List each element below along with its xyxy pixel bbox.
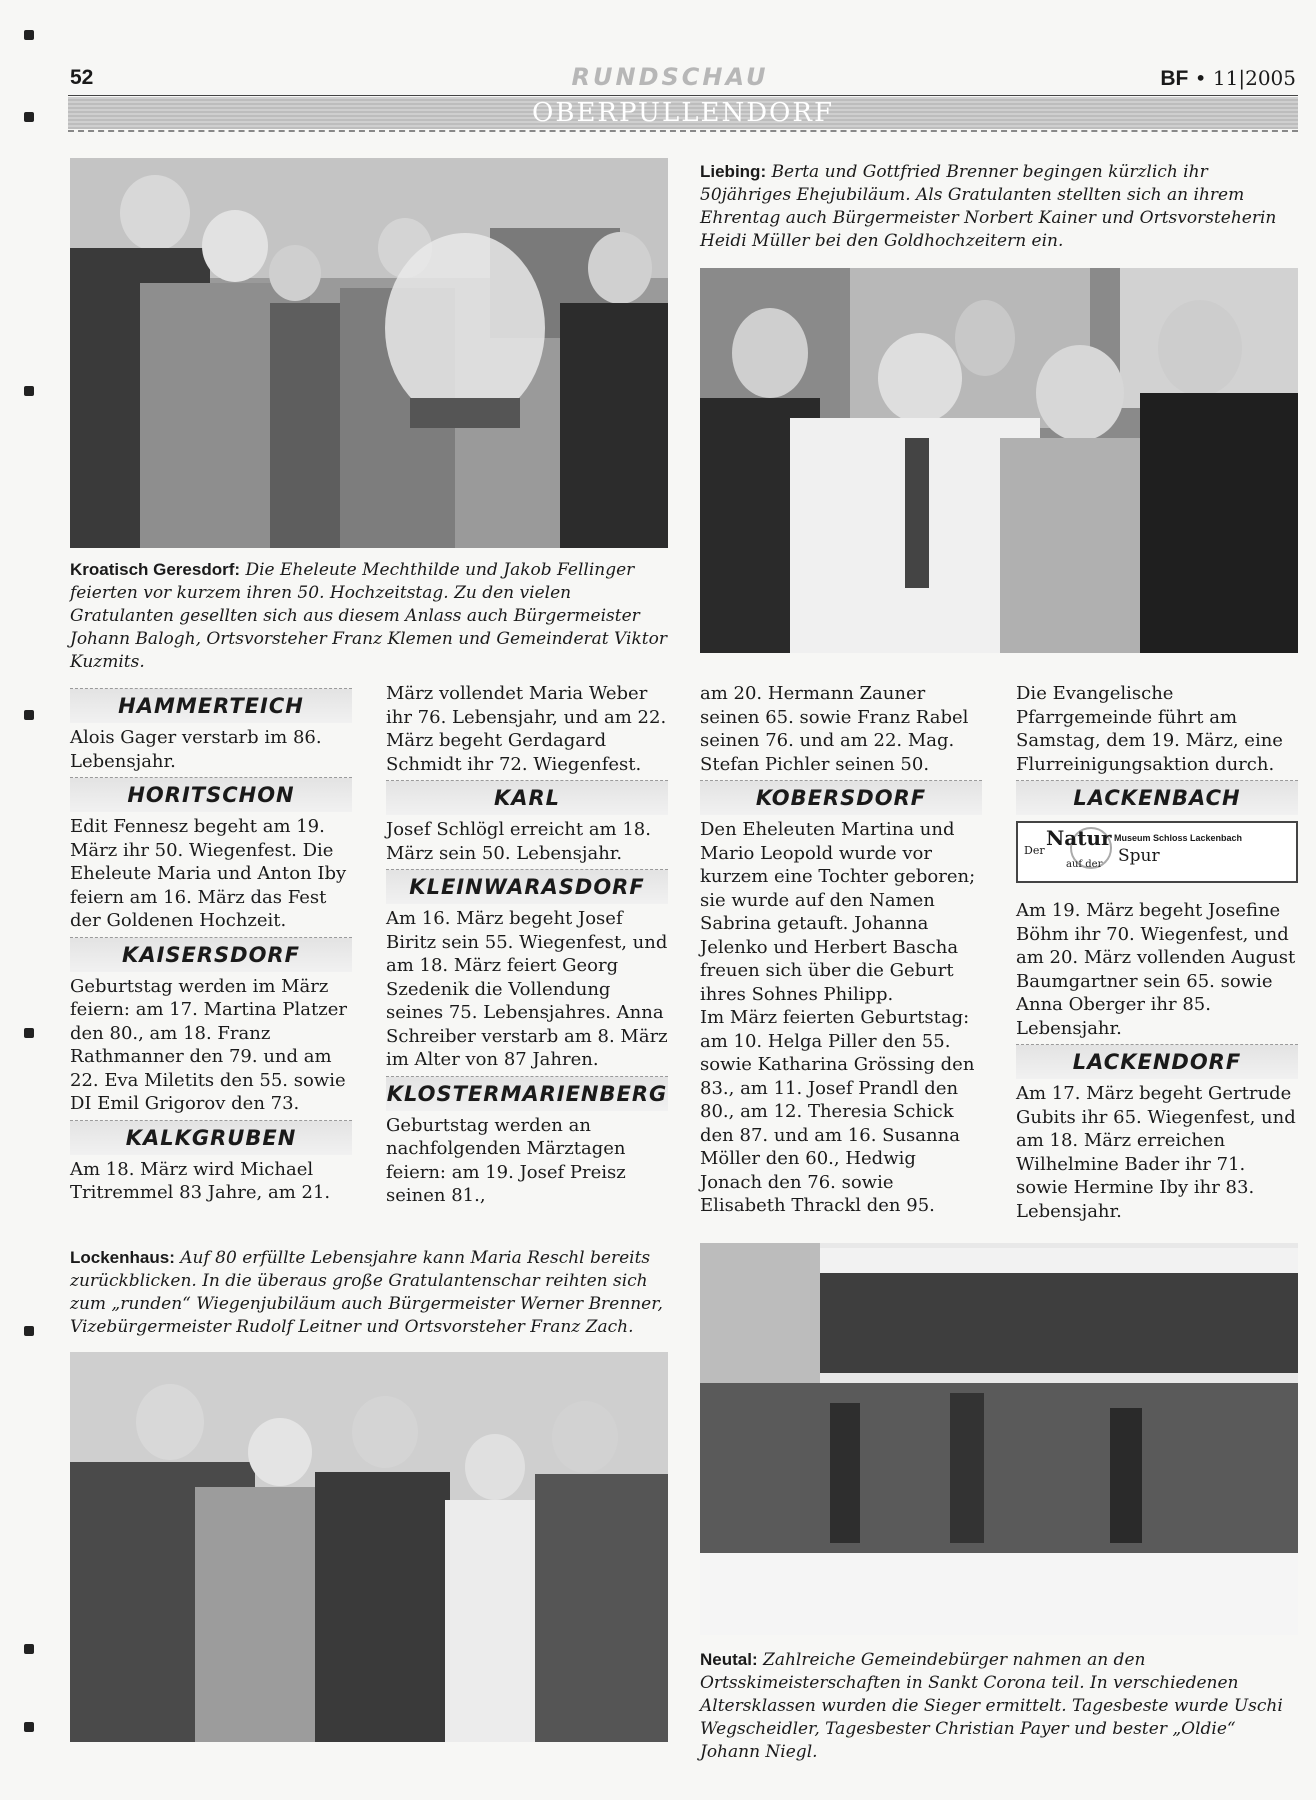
ad-text-der: Der xyxy=(1024,844,1045,857)
article-kobersdorf-birthdays: Im März feierten Geburtstag: am 10. Helga Piller den 55. sowie Katharina Grössing den 83., am 11. Josef Prandl den 80., am 12. Theresia Schick den 87. und am 16. Susanna Möller den 60., Hedwig Jonach den 76. sowie Elisabeth Thrackl den 95. xyxy=(700,1007,975,1216)
section-header-karl: KARL xyxy=(386,780,668,815)
caption-text: Zahlreiche Gemeindebürger nahmen an den Ortsskimeisterschaften in Sankt Corona teil. In verschiedenen Altersklassen wurden die Sieger ermittelt. Tagesbeste wurde Uschi Wegscheidler, Tagesbester Christian Payer und bester „Oldie“ Johann Niegl. xyxy=(700,1650,1283,1762)
registration-mark xyxy=(24,386,34,396)
caption-place: Kroatisch Geresdorf: xyxy=(70,560,241,579)
page-number: 52 xyxy=(70,66,94,89)
section-header-kobersdorf: KOBERSDORF xyxy=(700,780,982,815)
section-header-klostermarienberg: KLOSTERMARIENBERG xyxy=(386,1076,668,1111)
article-kalkgruben: Am 18. März wird Michael Tritremmel 83 Jahre, am 21. xyxy=(70,1158,331,1203)
article-klostermarienberg-continued: am 20. Hermann Zauner seinen 65. sowie Franz Rabel seinen 76. und am 22. Mag. Stefan Pichler seinen 50. xyxy=(700,683,969,775)
article-kaisersdorf: Geburtstag werden im März feiern: am 17. Martina Platzer den 80., am 18. Franz Rathmanner den 79. und am 22. Eva Miletits den 55. sowie DI Emil Grigorov den 73. xyxy=(70,975,347,1114)
separator-dot: • xyxy=(1194,66,1207,90)
registration-mark xyxy=(24,112,34,122)
issue-number: 11|2005 xyxy=(1212,66,1296,90)
caption-text: Die Eheleute Mechthilde und Jakob Fellinger feierten vor kurzem ihren 50. Hochzeitstag. Zu den vielen Gratulanten gesellten sich aus diesem Anlass auch Bürgermeister Johann Balogh, Ortsvorsteher Franz Klemen und Gemeinderat Viktor Kuzmits. xyxy=(70,560,667,672)
column-4 xyxy=(1016,682,1298,1223)
registration-mark xyxy=(24,1644,34,1654)
section-header-kleinwarasdorf: KLEINWARASDORF xyxy=(386,869,668,904)
article-kleinwarasdorf: Am 16. März begeht Josef Biritz sein 55. Wiegenfest, und am 18. März feiert Georg Szedenik die Vollendung seines 75. Lebensjahres. Anna Schreiber verstarb am 8. März im Alter von 87 Jahren. xyxy=(386,908,668,1070)
registration-mark xyxy=(24,1722,34,1732)
caption-text: Auf 80 erfüllte Lebensjahre kann Maria Reschl bereits zurückblicken. In die überaus große Gratulantenschar reihten sich zum „runden“ Wiegenjubiläum auch Bürgermeister Werner Brenner, Vizebürgermeister Rudolf Leitner und Ortsvorsteher Franz Zach. xyxy=(70,1248,663,1337)
caption-text: Berta und Gottfried Brenner begingen kürzlich ihr 50jähriges Ehejubiläum. Als Gratulanten stellten sich an ihrem Ehrentag auch Bürgermeister Norbert Kainer und Ortsvorsteherin Heidi Müller bei den Goldhochzeitern ein. xyxy=(700,162,1277,251)
ad-natur-auf-der-spur xyxy=(1016,821,1298,883)
ad-text-natur: Natur xyxy=(1046,826,1112,850)
caption-liebing xyxy=(700,160,1298,253)
section-header-hammerteich: HAMMERTEICH xyxy=(70,688,352,723)
brand-label: BF xyxy=(1160,67,1189,90)
ad-text-museum: Museum Schloss Lackenbach xyxy=(1114,833,1243,843)
header-dash-rule xyxy=(68,130,1298,132)
registration-mark xyxy=(24,1028,34,1038)
section-header-horitschon: HORITSCHON xyxy=(70,777,352,812)
section-title: RUNDSCHAU xyxy=(571,63,769,91)
section-header-lackenbach: LACKENBACH xyxy=(1016,780,1298,815)
header-rule xyxy=(68,95,1298,96)
article-kobersdorf: Den Eheleuten Martina und Mario Leopold wurde vor kurzem eine Tochter geboren; sie wurde auf den Namen Sabrina getauft. Johanna Jelenko und Herbert Bascha freuen sich über die Geburt ihres Sohnes Philipp. xyxy=(700,819,976,1005)
article-horitschon: Edit Fennesz begeht am 19. März ihr 50. Wiegenfest. Die Eheleute Maria und Anton Iby feiern am 16. März das Fest der Goldenen Hochzeit. xyxy=(70,816,347,931)
section-header-kalkgruben: KALKGRUBEN xyxy=(70,1120,352,1155)
region-band xyxy=(68,97,1298,129)
caption-kroatisch-geresdorf xyxy=(70,558,668,674)
issue-info xyxy=(1160,66,1296,91)
article-lackendorf: Am 17. März begeht Gertrude Gubits ihr 65. Wiegenfest, und am 18. März erreichen Wilhelmine Bader ihr 71. sowie Hermine Iby ihr 83. Lebensjahr. xyxy=(1016,1083,1296,1222)
region-title: OBERPULLENDORF xyxy=(532,98,834,128)
ad-text-spur: Spur xyxy=(1118,846,1160,866)
registration-mark xyxy=(24,1326,34,1336)
caption-place: Lockenhaus: xyxy=(70,1248,175,1267)
ad-text-auf-der: auf der xyxy=(1066,859,1103,870)
column-3 xyxy=(700,682,982,1218)
article-hammerteich: Alois Gager verstarb im 86. Lebensjahr. xyxy=(70,727,322,772)
photo-liebing xyxy=(700,268,1298,653)
caption-place: Neutal: xyxy=(700,1650,758,1669)
caption-neutal xyxy=(700,1648,1298,1764)
caption-place: Liebing: xyxy=(700,162,767,181)
article-kalkgruben-continued: März vollendet Maria Weber ihr 76. Lebensjahr, und am 22. März begeht Gerdagard Schmidt ihr 72. Wiegenfest. xyxy=(386,683,667,775)
column-1 xyxy=(70,684,352,1205)
photo-lockenhaus xyxy=(70,1352,668,1742)
article-klostermarienberg: Geburtstag werden an nachfolgenden Märztagen feiern: am 19. Josef Preisz seinen 81., xyxy=(386,1114,626,1206)
registration-mark xyxy=(24,710,34,720)
article-kobersdorf-parish: Die Evangelische Pfarrgemeinde führt am Samstag, dem 19. März, eine Flurreinigungsaktion durch. xyxy=(1016,683,1283,775)
section-header-kaisersdorf: KAISERSDORF xyxy=(70,937,352,972)
section-header-lackendorf: LACKENDORF xyxy=(1016,1044,1298,1079)
photo-kroatisch-geresdorf xyxy=(70,158,668,548)
registration-mark xyxy=(24,30,34,40)
caption-lockenhaus xyxy=(70,1246,668,1339)
photo-neutal xyxy=(700,1243,1298,1635)
article-lackenbach: Am 19. März begeht Josefine Böhm ihr 70. Wiegenfest, und am 20. März vollenden August Baumgartner sein 65. sowie Anna Oberger ihr 85. Lebensjahr. xyxy=(1016,900,1296,1039)
article-karl: Josef Schlögl erreicht am 18. März sein 50. Lebensjahr. xyxy=(386,819,651,864)
column-2 xyxy=(386,682,668,1208)
